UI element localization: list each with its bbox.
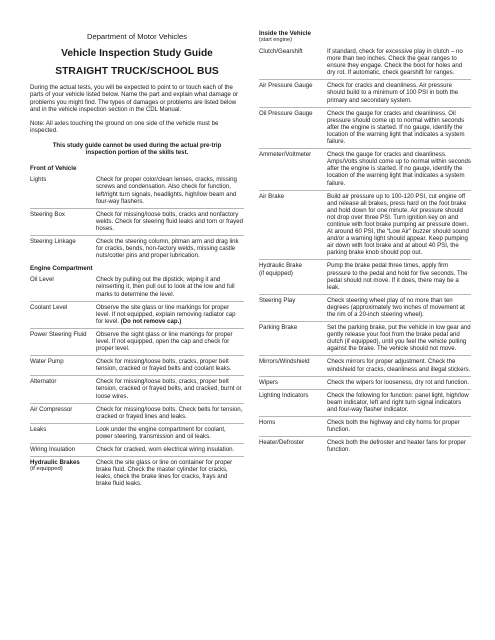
inspection-item	[259, 417, 471, 437]
engine-items	[30, 274, 244, 490]
item-description: Check both the highway and city horns for proper function.	[327, 419, 460, 434]
item-description: Check for proper color/clean lenses, cracks, missing screws and condensation. Also check for function, left/right turn signals, headlights, high/low beam and four-way flashers.	[96, 176, 237, 205]
item-description: Check for cracked, worn electrical wiring insulation.	[96, 446, 235, 453]
inspection-item	[30, 302, 244, 329]
item-description: Check for missing/loose bolts, cracks and nonfactory welds. Check for steering fluid leaks and torn or frayed hoses.	[96, 210, 243, 232]
item-description: Check by pulling out the dipstick, wiping it and reinserting it, then pull out to look at the low and full marks to determine the level.	[96, 276, 235, 298]
item-label: Oil Pressure Gauge	[259, 109, 313, 117]
page-subtitle: STRAIGHT TRUCK/SCHOOL BUS	[55, 66, 219, 77]
section-title-engine: Engine Compartment	[30, 265, 93, 273]
usage-warning: This study guide cannot be used during the actual pre-trip inspection portion of the skills test.	[52, 141, 222, 157]
inspection-item	[259, 80, 471, 107]
inspection-item	[259, 390, 471, 417]
inspection-item	[259, 46, 471, 80]
item-label: Air Brake	[259, 192, 285, 200]
inspection-item	[30, 236, 244, 262]
item-label-sub: (if equipped)	[259, 269, 293, 277]
item-description: Build air pressure up to 100-120 PSI, cut engine off and release all brakes, press hard on the foot brake and hold down for one minute. Air pressure should not drop over three PSI. Turn ignition key on and continue with foot brake pumping air pressure down. At around 60 PSI, the “Low Air” buzzer should sound and/or a warning light should appear. Keep pumping air down with foot brake and at about 40 PSI, the parking brake knob should pop out.	[327, 192, 469, 257]
inspection-item	[259, 260, 471, 294]
inspection-item	[30, 274, 244, 301]
inspection-item	[30, 174, 244, 208]
left-column	[30, 30, 244, 490]
item-label: Ammeter/Voltmeter	[259, 151, 312, 159]
item-description: Observe the sight glass or line markings for proper level. If not equipped, open the cap and check for proper level.	[96, 330, 233, 353]
item-label: Steering Linkage	[30, 238, 76, 246]
inspection-item	[30, 356, 244, 376]
item-label: Water Pump	[30, 358, 64, 366]
department-name: Department of Motor Vehicles	[86, 32, 188, 41]
inspection-item	[30, 329, 244, 356]
item-label: Parking Brake	[259, 324, 298, 332]
item-label: Horns	[259, 419, 276, 427]
inspection-item	[30, 444, 244, 457]
item-description: Check for cracks and cleanliness. Air pressure should build to a minimum of 100 PSI in both the primary and secondary system.	[327, 82, 459, 104]
item-description	[96, 302, 244, 328]
item-label: Steering Play	[259, 296, 296, 304]
item-label: Lights	[30, 176, 47, 184]
section-subtitle-inside: (start engine)	[259, 37, 292, 43]
item-description: Check steering wheel play of no more than ten degrees (approximately two inches of movement at the rim of a 20-inch steering wheel).	[327, 296, 465, 318]
item-description: Check for missing/loose bolts, cracks, proper belt tension, cracked or frayed belts and coolant leaks.	[96, 358, 232, 373]
engine-section	[30, 265, 244, 490]
inspection-item	[30, 376, 244, 403]
section-title-front: Front of Vehicle	[30, 165, 77, 173]
item-label: Power Steering Fluid	[30, 330, 87, 338]
item-label: Coolant Level	[30, 303, 68, 311]
item-description: If standard, check for excessive play in clutch – no more than two inches. Check the gear ranges to ensure they engage. Check the boot for holes and dry rot. If automatic, check gearshift for ranges.	[327, 48, 463, 77]
item-description: Check the gauge for cracks and cleanliness. Oil pressure should come up to normal within seconds after the engine is started. If no gauge, identify the location of the warning light that indicates a system failure.	[327, 109, 465, 146]
section-title-inside: Inside the Vehicle	[259, 30, 311, 37]
item-label: Steering Box	[30, 210, 65, 218]
front-section	[30, 165, 244, 262]
item-description: Check mirrors for proper adjustment. Check the windshield for cracks, cleanliness and illegal stickers.	[327, 358, 471, 373]
front-items	[30, 174, 244, 262]
inspection-item	[30, 404, 244, 424]
inside-items	[259, 46, 471, 456]
item-label: Air Pressure Gauge	[259, 82, 313, 90]
item-label-main: Hydraulic Brake	[259, 262, 303, 270]
item-label: Wiring Insulation	[30, 446, 76, 453]
inspection-item	[259, 108, 471, 149]
item-description: Check the gauge for cracks and cleanliness. Amps/Volts should come up to normal within seconds after the engine is started. If no gauge, identify the location of the warning light that indicates a system failure.	[327, 151, 471, 187]
item-label-sub: (if equipped)	[30, 466, 63, 473]
inspection-item	[259, 356, 471, 376]
item-label: Mirrors/Windshield	[259, 358, 310, 366]
item-description: Check the steering column, pitman arm and drag link for cracks, bends, non-factory welds, missing castle nuts/cotter pins and proper lubrication.	[96, 238, 239, 260]
inspection-item	[259, 295, 471, 322]
item-description: Look under the engine compartment for coolant, power steering, transmission and oil leaks.	[96, 425, 226, 440]
axle-note: Note: All axles touching the ground on one side of the vehicle must be inspected.	[30, 120, 219, 135]
inspection-item	[259, 149, 471, 190]
item-description-warning: (Do not remove cap.)	[120, 317, 182, 325]
item-label: Air Compressor	[30, 405, 73, 413]
item-label	[259, 262, 317, 276]
item-label: Wipers	[259, 378, 278, 386]
right-column	[259, 30, 471, 456]
inspection-item-hydraulic-brakes	[30, 457, 244, 490]
item-label-main: Hydraulic Brakes	[30, 459, 80, 467]
item-description: Set the parking brake, put the vehicle in low gear and gently release your foot from the brake pedal and clutch (if equipped), until you feel the vehicle pulling against the brake. The vehicle should not move.	[327, 324, 471, 353]
inspection-item	[259, 191, 471, 261]
item-description: Check the following for function: panel light, high/low beam indicator, left and right turn signal indicators and four-way flasher indicator.	[327, 391, 469, 413]
item-label: Lighting Indicators	[259, 391, 309, 399]
inspection-item	[259, 322, 471, 356]
item-description: Check for missing/loose bolts, cracks, proper belt tension, cracked or frayed belts, and cracked, burnt or loose wires.	[96, 378, 242, 400]
inspection-item	[259, 437, 471, 456]
item-label: Clutch/Gearshift	[259, 48, 303, 55]
item-label: Oil Level	[30, 276, 54, 284]
item-label: Leaks	[30, 425, 47, 433]
item-description: Check the wipers for looseness, dry rot and function.	[327, 378, 469, 386]
page-title: Vehicle Inspection Study Guide	[61, 48, 213, 59]
inspection-item	[259, 377, 471, 390]
intro-paragraph: During the actual tests, you will be expected to point to or touch each of the parts of your vehicle listed below. Name the part and explain what damage or problems you might find. The types of damages or problems are listed below and in the vehicle inspection section in the CDL Manual.	[30, 84, 238, 113]
item-label: Alternator	[30, 378, 57, 386]
inspection-item	[30, 424, 244, 444]
item-description-text: Observe the site glass or line markings for proper level. If not equipped, explain removing radiator cap for level.	[96, 303, 236, 325]
item-description: Check both the defroster and heater fans for proper function.	[327, 439, 466, 454]
inspection-item	[30, 209, 244, 236]
item-label: Heater/Defroster	[259, 439, 305, 447]
item-description: Check the site glass or line on container for proper brake fluid. Check the master cylinder for cracks, leaks, check the brake lines for cracks, frays and brake fluid leaks.	[96, 459, 233, 488]
item-description: Check for missing/loose bolts. Check belts for tension, cracked or frayed lines and leaks.	[96, 405, 243, 420]
item-description: Pump the brake pedal three times, apply firm pressure to the pedal and hold for five seconds. The pedal should not move. If it does, there may be a leak.	[327, 262, 468, 291]
item-label	[30, 459, 96, 473]
